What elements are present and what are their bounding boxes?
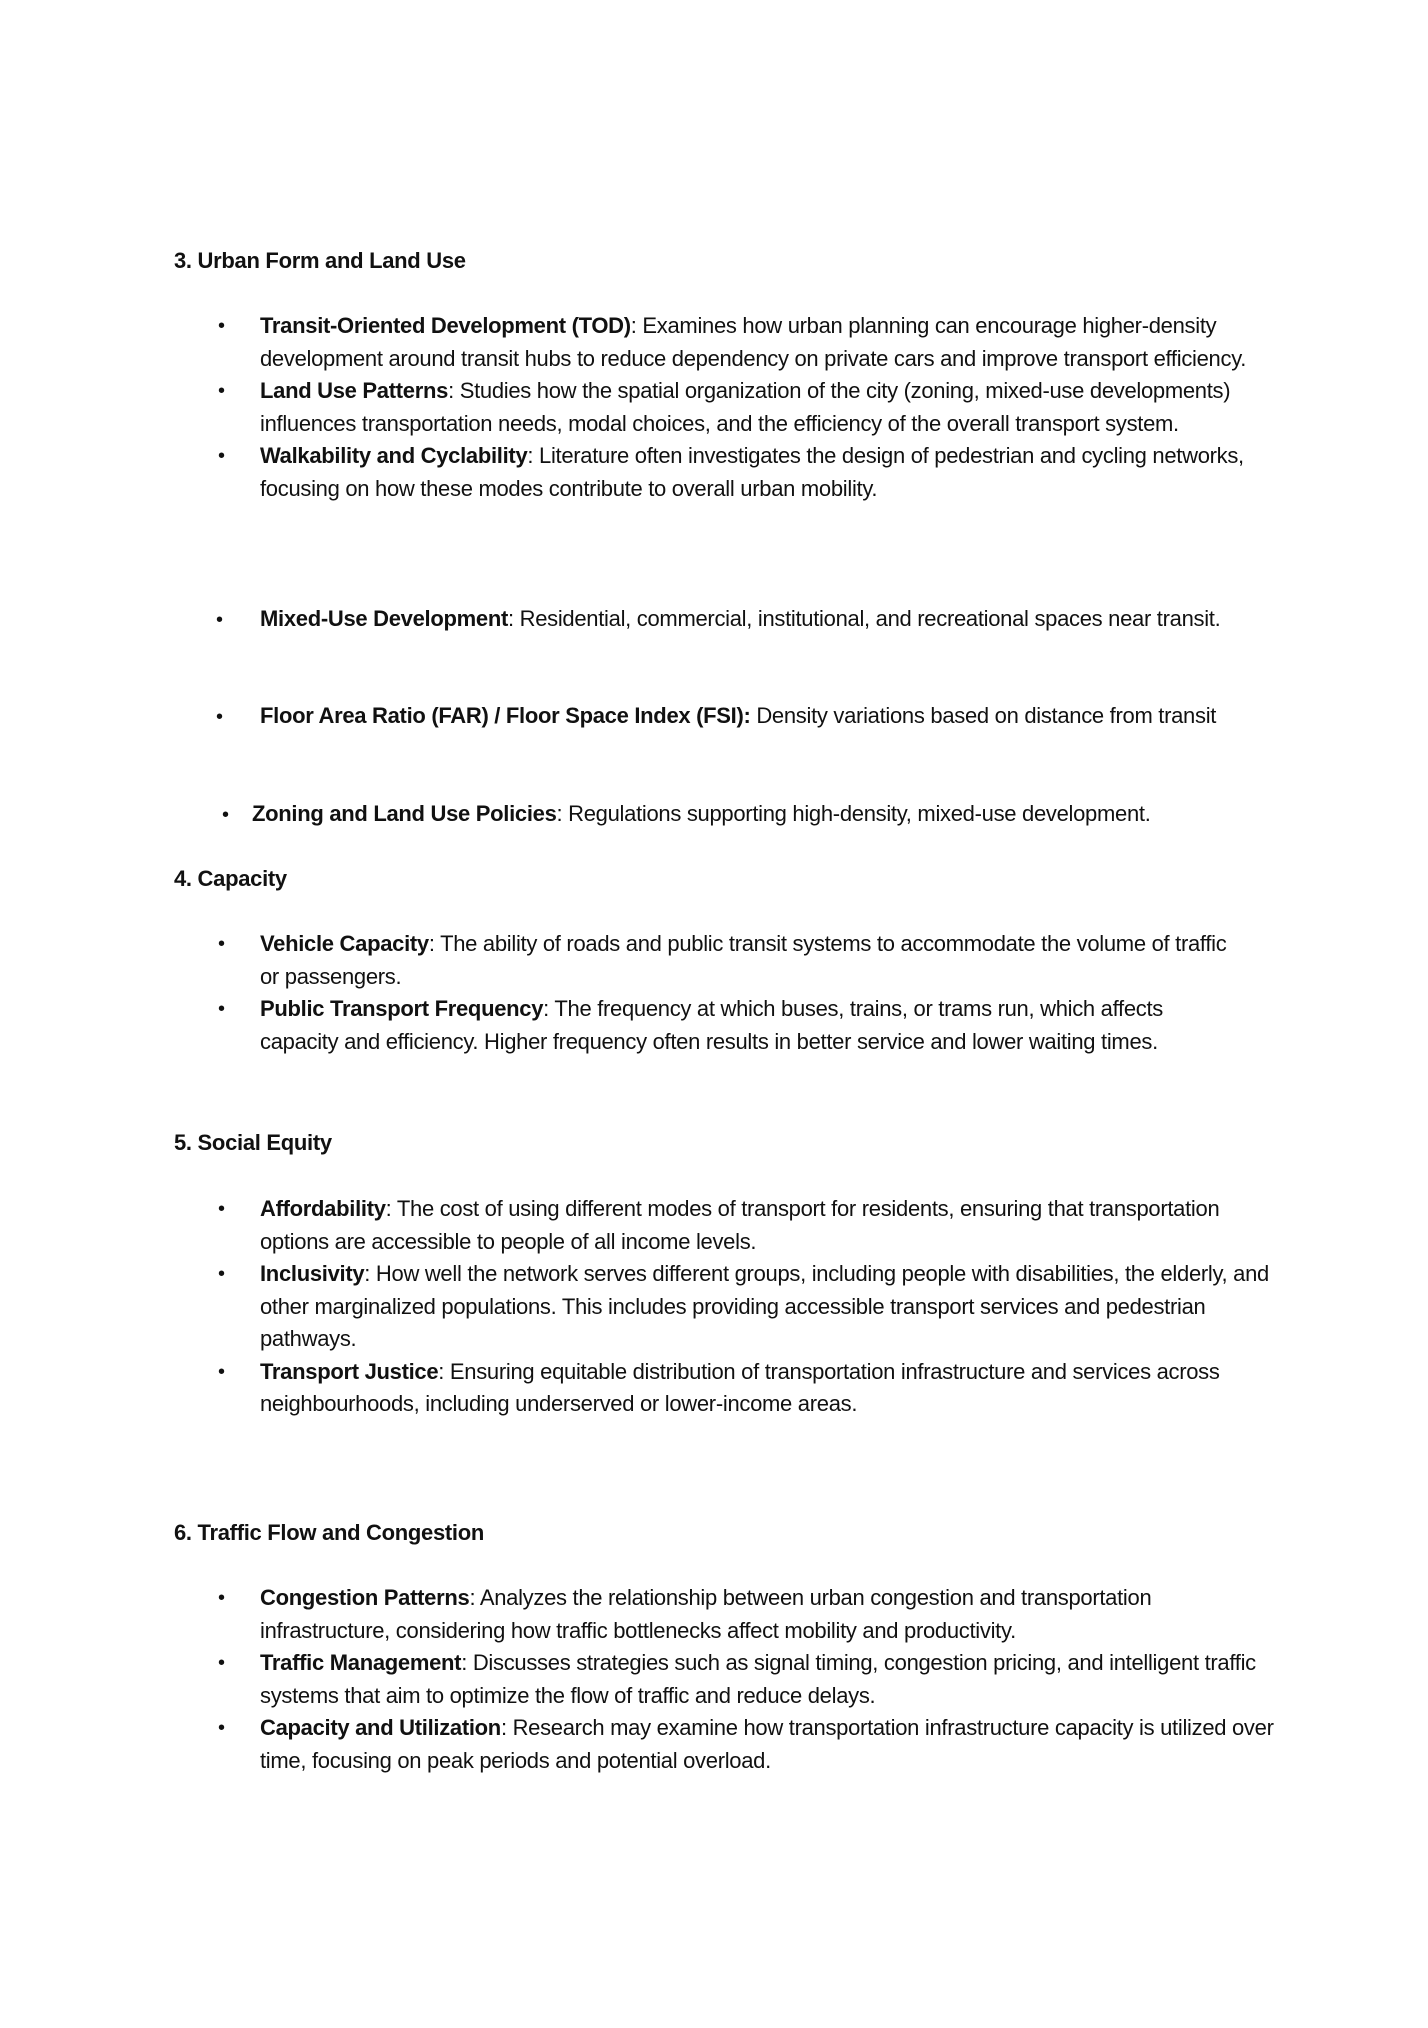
section-heading-traffic-flow: 6. Traffic Flow and Congestion (174, 1520, 485, 1545)
bullet-icon: • (218, 1717, 225, 1739)
list-item: • Land Use Patterns: Studies how the spatial organization of the city (zoning, mixed-use developments) influences transportation needs, modal choices, and the efficiency of the overall transport system. (174, 375, 1274, 440)
bullet-icon: • (216, 609, 223, 631)
bullet-icon: • (216, 706, 223, 728)
list-item: • Vehicle Capacity: The ability of roads and public transit systems to accommodate the volume of traffic or passengers. (174, 928, 1234, 993)
bullet-icon: • (218, 380, 225, 402)
capacity-list (174, 928, 1234, 1058)
list-item: • Transport Justice: Ensuring equitable distribution of transportation infrastructure and services across neighbourhoods, including underserved or lower-income areas. (174, 1356, 1274, 1421)
list-item: • Inclusivity: How well the network serves different groups, including people with disabilities, the elderly, and other marginalized populations. This includes providing accessible transport services and pedestrian pathways. (174, 1258, 1274, 1356)
bullet-icon: • (222, 804, 229, 826)
bullet-icon: • (218, 445, 225, 467)
section-heading-capacity: 4. Capacity (174, 866, 287, 891)
list-item: • Transit-Oriented Development (TOD): Examines how urban planning can encourage higher-density development around transit hubs to reduce dependency on private cars and improve transport efficiency. (174, 310, 1274, 375)
list-item: • Congestion Patterns: Analyzes the relationship between urban congestion and transportation infrastructure, considering how traffic bottlenecks affect mobility and productivity. (174, 1582, 1274, 1647)
social-equity-list (174, 1193, 1274, 1421)
urban-form-list (174, 310, 1274, 505)
bullet-icon: • (218, 998, 225, 1020)
list-item: • Affordability: The cost of using different modes of transport for residents, ensuring that transportation options are accessible to people of all income levels. (174, 1193, 1274, 1258)
list-item-far-fsi: • Floor Area Ratio (FAR) / Floor Space Index (FSI): Density variations based on distance from transit (174, 700, 1254, 734)
traffic-flow-list (174, 1582, 1274, 1777)
section-heading-urban-form: 3. Urban Form and Land Use (174, 248, 466, 273)
bullet-icon: • (218, 1587, 225, 1609)
bullet-icon: • (218, 1198, 225, 1220)
list-item-mixed-use: • Mixed-Use Development: Residential, commercial, institutional, and recreational spaces near transit. (174, 603, 1224, 637)
bullet-icon: • (218, 933, 225, 955)
list-item-zoning: • Zoning and Land Use Policies: Regulations supporting high-density, mixed-use development. (222, 798, 1312, 832)
bullet-icon: • (218, 1652, 225, 1674)
list-item: • Walkability and Cyclability: Literature often investigates the design of pedestrian and cycling networks, focusing on how these modes contribute to overall urban mobility. (174, 440, 1274, 505)
list-item: • Capacity and Utilization: Research may examine how transportation infrastructure capacity is utilized over time, focusing on peak periods and potential overload. (174, 1712, 1274, 1777)
bullet-icon: • (218, 315, 225, 337)
bullet-icon: • (218, 1360, 225, 1383)
list-item: • Traffic Management: Discusses strategies such as signal timing, congestion pricing, and intelligent traffic systems that aim to optimize the flow of traffic and reduce delays. (174, 1647, 1274, 1712)
bullet-icon: • (218, 1263, 225, 1285)
section-heading-social-equity: 5. Social Equity (174, 1130, 332, 1155)
list-item: • Public Transport Frequency: The frequency at which buses, trains, or trams run, which affects capacity and efficiency. Higher frequency often results in better service and lower waiting times. (174, 993, 1234, 1058)
